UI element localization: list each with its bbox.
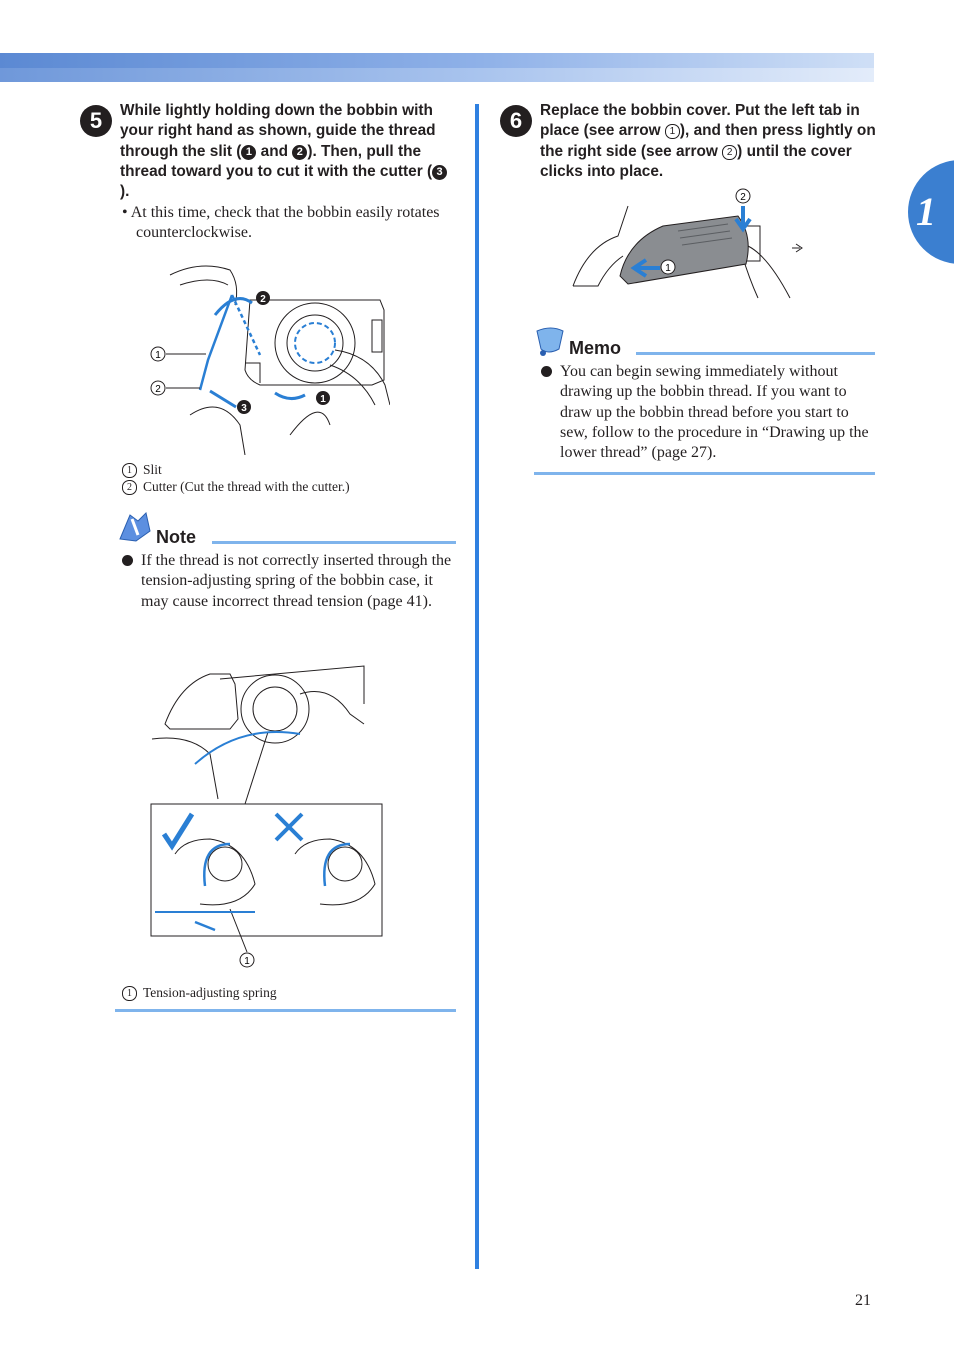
header-band-bottom bbox=[0, 68, 874, 82]
caption-tension-spring-text: Tension-adjusting spring bbox=[143, 985, 277, 1000]
caption-tension-spring-num: 1 bbox=[122, 986, 137, 1001]
incorrect-cross-icon bbox=[276, 814, 302, 840]
memo-text: You can begin sewing immediately without drawing up the bobbin thread. If you want to draw up the bobbin thread before you start to sew, follow to the procedure in “Drawing up the lower thread” (page 27). bbox=[560, 363, 869, 462]
note-bullet-dot bbox=[122, 555, 133, 566]
caption-cutter-text: Cutter (Cut the thread with the cutter.) bbox=[143, 479, 350, 494]
note-bottom-rule bbox=[115, 1009, 456, 1012]
step-number-6: 6 bbox=[500, 105, 532, 137]
bobbin-thread-guide-illustration bbox=[140, 255, 390, 455]
note-icon bbox=[116, 511, 154, 543]
step5-bullet: • At this time, check that the bobbin easily rotates counterclockwise. bbox=[122, 204, 440, 241]
step6-marker-1: 1 bbox=[665, 124, 680, 139]
step6-text-a: Replace the bobbin cover. Put the left tab in place (see arrow bbox=[540, 102, 860, 140]
fig5-marker-1: 1 bbox=[155, 350, 161, 361]
step6-instruction bbox=[540, 101, 876, 182]
step5-instruction bbox=[120, 101, 450, 202]
step5-marker-1: 1 bbox=[241, 145, 256, 160]
fig5-marker-2: 2 bbox=[155, 384, 161, 395]
step-number-5: 5 bbox=[80, 105, 112, 137]
caption-slit bbox=[122, 461, 162, 478]
step5-marker-3: 3 bbox=[432, 165, 447, 180]
step6-text-c: ) until the cover clicks into place. bbox=[540, 142, 852, 180]
note-fig-marker: 1 bbox=[244, 956, 250, 967]
fig5-marker-3: 3 bbox=[241, 403, 247, 414]
caption-cutter-num: 2 bbox=[122, 480, 137, 495]
header-band-top bbox=[0, 53, 874, 68]
page-number: 21 bbox=[855, 1292, 871, 1309]
memo-bottom-rule bbox=[534, 472, 875, 475]
note-text: If the thread is not correctly inserted through the tension-adjusting spring of the bobbin case, it may cause incorrect thread tension (page 41). bbox=[141, 552, 452, 610]
step5-and: and bbox=[256, 142, 293, 160]
correct-check-icon bbox=[164, 814, 192, 846]
chapter-tab-number: 1 bbox=[916, 189, 936, 234]
memo-title: Memo bbox=[569, 338, 622, 358]
memo-title-rule bbox=[636, 352, 875, 355]
step5-text-c: ). bbox=[120, 183, 130, 201]
caption-slit-text: Slit bbox=[143, 462, 162, 477]
memo-icon bbox=[533, 325, 567, 357]
step5-text-b: ). Then, pull the thread toward you to cut it with the cutter ( bbox=[120, 142, 433, 180]
fig5-marker-top: 2 bbox=[260, 294, 266, 305]
fig6-marker-1: 1 bbox=[665, 263, 671, 274]
chapter-tab bbox=[908, 160, 954, 264]
fig6-marker-2: 2 bbox=[740, 192, 746, 203]
note-title: Note bbox=[156, 527, 196, 547]
step6-marker-2: 2 bbox=[722, 145, 737, 160]
caption-tension-spring bbox=[122, 984, 277, 1001]
tension-spring-illustration bbox=[150, 664, 386, 972]
caption-cutter bbox=[122, 478, 350, 495]
fig5-marker-bottom: 1 bbox=[320, 394, 326, 405]
step5-text-a: While lightly holding down the bobbin with your right hand as shown, guide the thread through the slit ( bbox=[120, 102, 436, 160]
step5-marker-2: 2 bbox=[292, 145, 307, 160]
caption-slit-num: 1 bbox=[122, 463, 137, 478]
column-divider bbox=[475, 104, 479, 1269]
memo-bullet-dot bbox=[541, 366, 552, 377]
bobbin-cover-illustration bbox=[568, 186, 808, 306]
step6-text-b: ), and then press lightly on the right side (see arrow bbox=[540, 122, 876, 160]
note-title-rule bbox=[212, 541, 456, 544]
